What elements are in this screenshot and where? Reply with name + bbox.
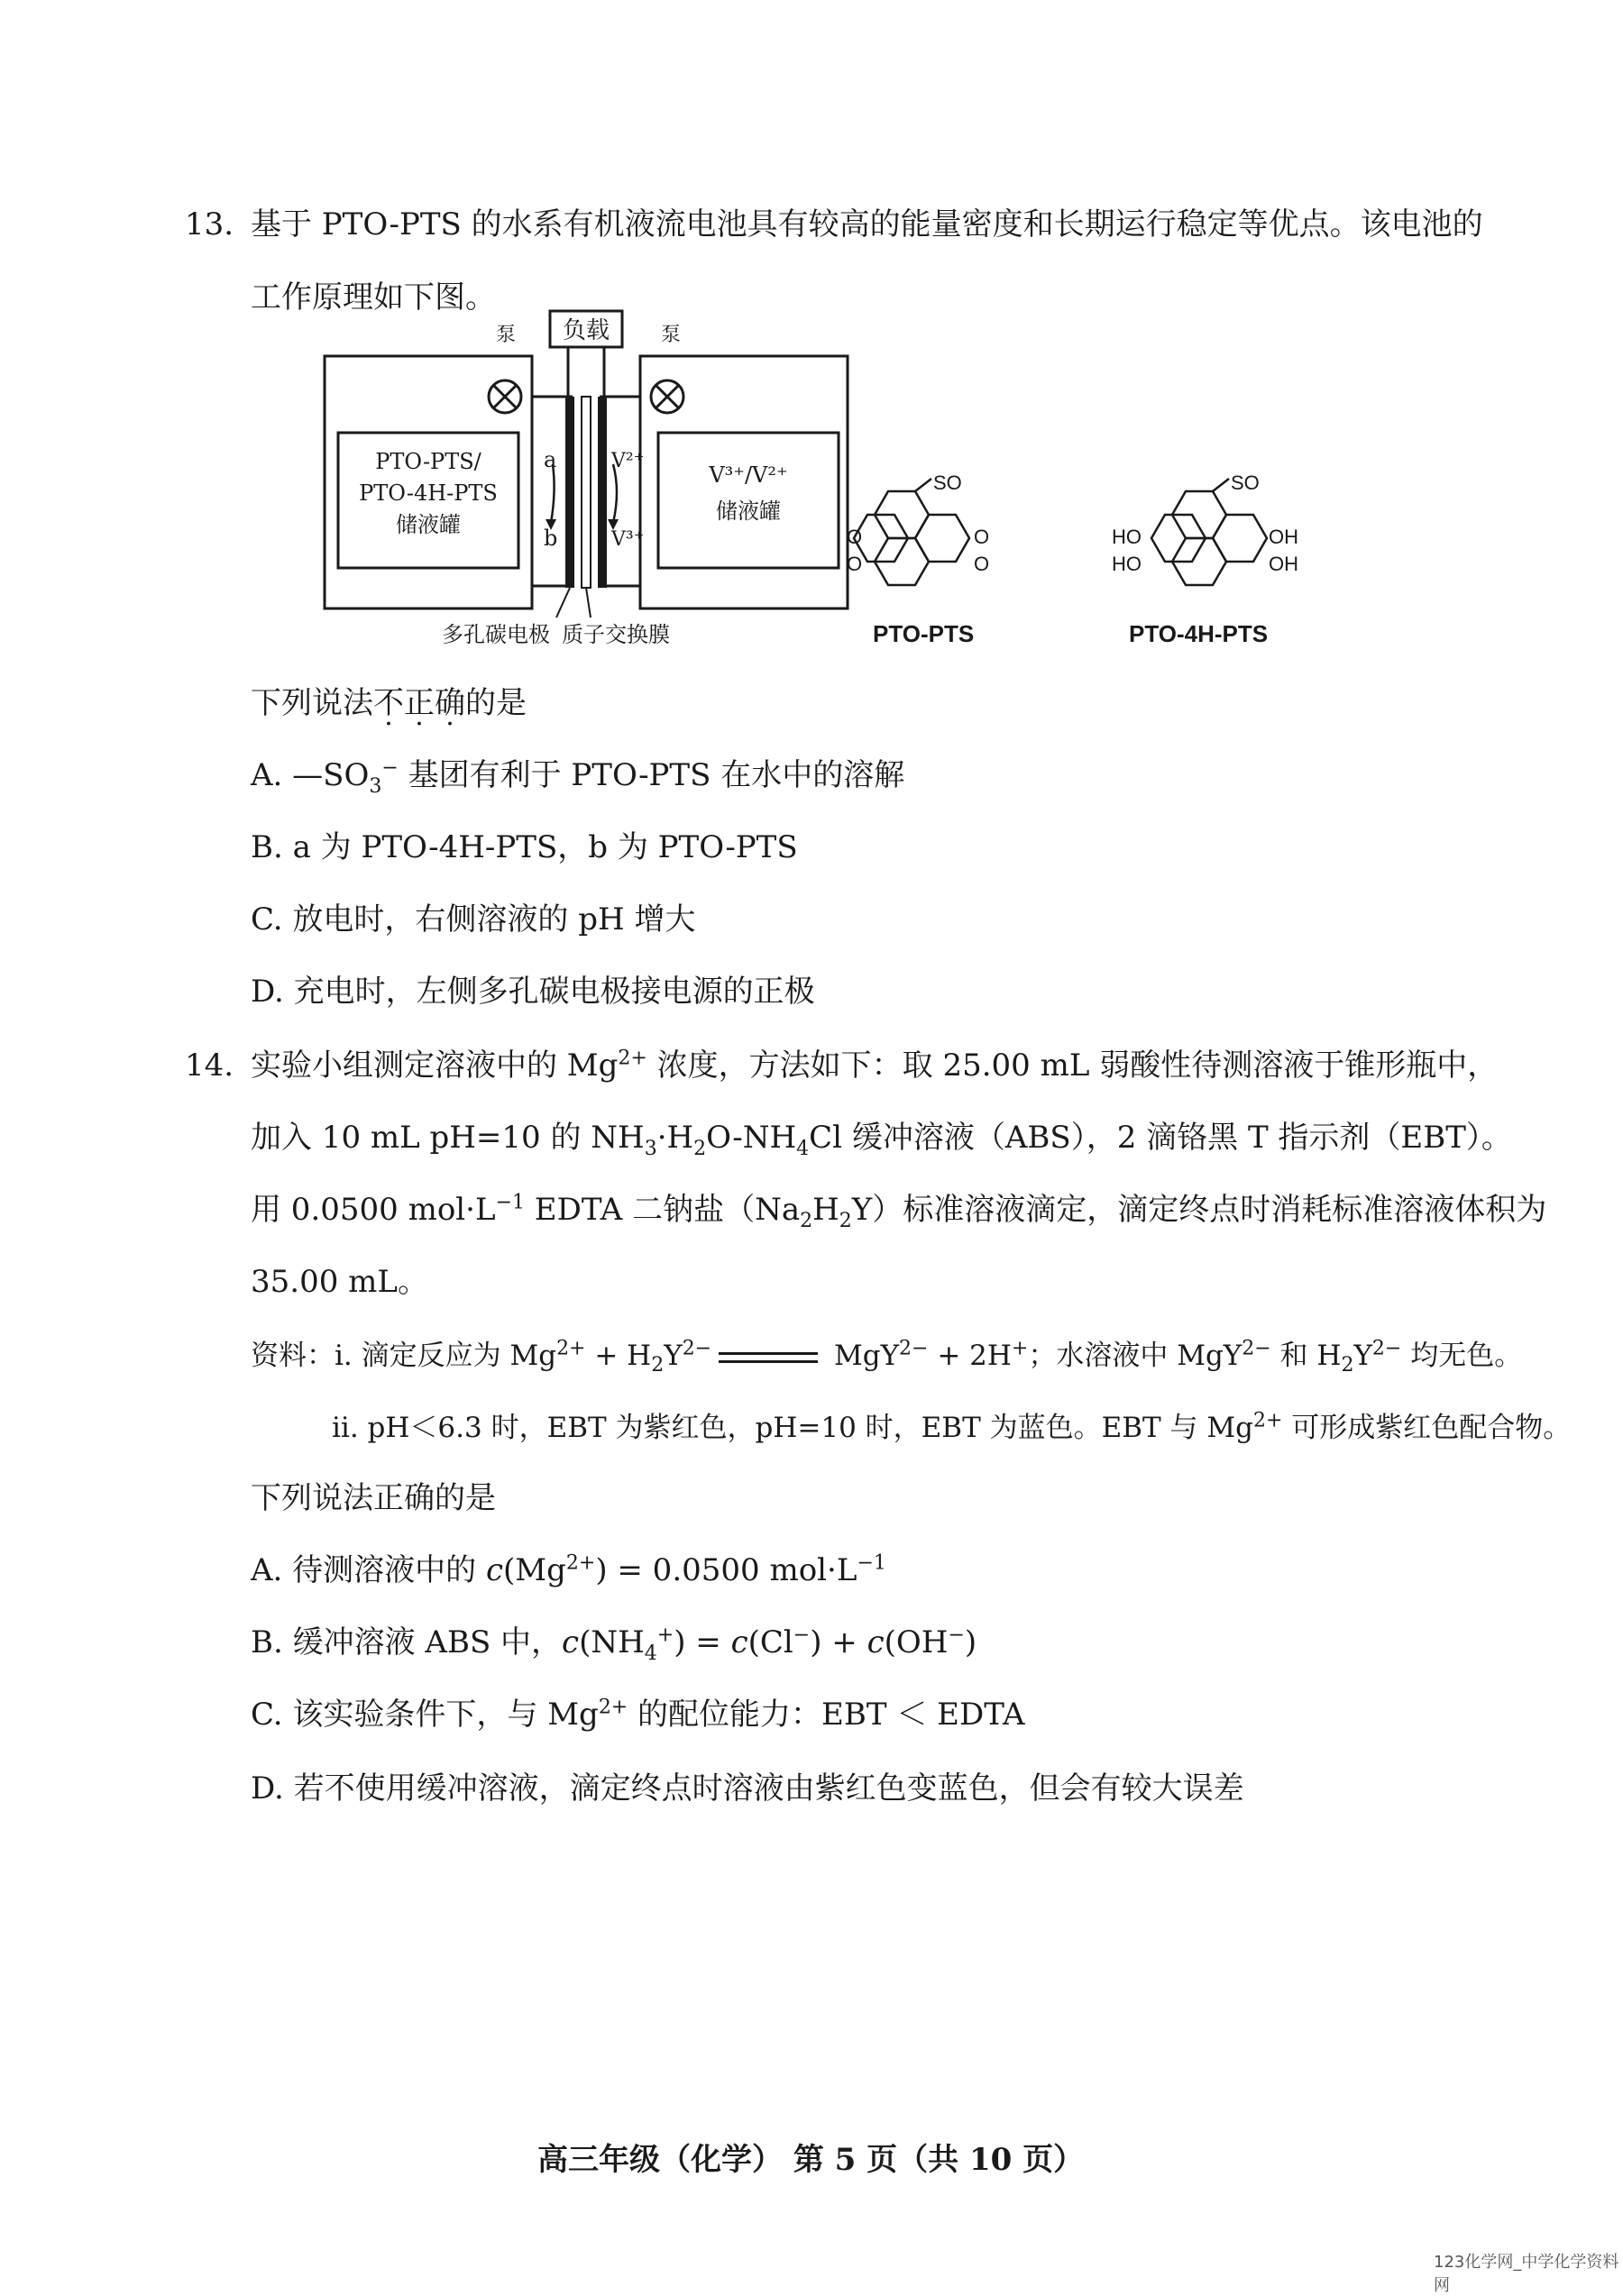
q13-option-c[interactable]: C. 放电时，右侧溶液的 pH 增大 [251, 901, 696, 938]
q14-info-i: 资料：i. 滴定反应为 $Mg^{2+} + H_2Y^{2-}$ MgY$^{2-}$ + 2H+；水溶液中 MgY$^{2-}$ 和 $H_2Y^{2-}$ 均无色。 [251, 1337, 1523, 1377]
so3-label-2: SO [1231, 473, 1260, 494]
label-v2: V²⁺ [611, 450, 645, 472]
so3-label-1: SO [933, 473, 962, 494]
left-porous-electrode [565, 397, 574, 588]
pto-pts-structure [834, 473, 1005, 617]
q14-number: 14. [185, 1047, 234, 1084]
arrow-v2-to-v3 [613, 464, 617, 523]
right-tank-line1: V³⁺/V²⁺ [709, 462, 788, 488]
left-tank-line2: PTO-4H-PTS [359, 480, 498, 506]
caption-electrode: 多孔碳电极 [442, 622, 550, 647]
q13-stem-line1: 基于 PTO-PTS 的水系有机液流电池具有较高的能量密度和长期运行稳定等优点。该电池的 [251, 206, 1483, 242]
page-footer: 高三年级（化学） 第 5 页（共 10 页） [537, 2142, 1085, 2178]
q14-prompt: 下列说法正确的是 [251, 1480, 496, 1516]
q14-info-ii: ii. pH＜6.3 时，EBT 为紫红色，pH=10 时，EBT 为蓝色。EBT 与 $Mg^{2+}$ 可形成紫红色配合物。 [332, 1409, 1572, 1444]
left-pump-label: 泵 [496, 324, 517, 346]
q14-stem-line1: 实验小组测定溶液中的 $Mg^{2+}$ 浓度，方法如下：取 25.00 mL 弱酸性待测溶液于锥形瓶中， [251, 1047, 1499, 1084]
ho-label-2: HO [1112, 553, 1142, 575]
q13-number: 13. [185, 206, 234, 242]
right-tank-line2: 储液罐 [716, 499, 781, 524]
q13-prompt: 下列说法不正确的是 [251, 685, 527, 721]
proton-exchange-membrane [582, 397, 591, 588]
q13-stem-line2: 工作原理如下图。 [251, 279, 496, 316]
q14-option-d[interactable]: D. 若不使用缓冲溶液，滴定终点时溶液由紫红色变蓝色，但会有较大误差 [251, 1770, 1244, 1807]
oh-label-2: OH [1269, 553, 1298, 575]
q14-option-a[interactable]: A. 待测溶液中的 $c(Mg^{2+}) = 0.0500$ $mol\cdot L^{-1}$ [251, 1551, 886, 1588]
left-tank-line1: PTO-PTS/ [375, 449, 481, 474]
o-label-4: O [974, 553, 990, 575]
q14-stem-line3: 用 0.0500 $mol\cdot L^{-1}$ EDTA 二钠盐$(Na_2H_2Y)$标准溶液滴定，滴定终点时消耗标准溶液体积为 [251, 1191, 1547, 1232]
o-label-2: O [847, 553, 863, 575]
label-a: a [544, 447, 557, 472]
q13-option-d[interactable]: D. 充电时，左侧多孔碳电极接电源的正极 [251, 974, 815, 1010]
right-porous-electrode [598, 397, 607, 588]
q14-stem-line2: 加入 10 mL pH=10 的 $NH_3\cdot H_2O-NH_4Cl$ 缓冲溶液（ABS），2 滴铬黑 T 指示剂（EBT）。 [251, 1120, 1512, 1160]
o-label-3: O [974, 526, 990, 548]
right-pump-label: 泵 [661, 324, 682, 346]
label-b: b [544, 526, 558, 551]
pto-4h-pts-structure [1105, 473, 1303, 617]
equilibrium-sign [719, 1352, 818, 1363]
pto-4h-pts-name: PTO-4H-PTS [1129, 620, 1269, 647]
q14-option-c[interactable]: C. 该实验条件下，与 $Mg^{2+}$ 的配位能力：EBT ＜ EDTA [251, 1696, 1025, 1733]
q13-option-b[interactable]: B. a 为 PTO-4H-PTS，b 为 PTO-PTS [251, 829, 798, 865]
q14-option-b[interactable]: B. 缓冲溶液 ABS 中，$c(NH_4^+) = c(Cl^-) + c(OH^-)$ [251, 1624, 977, 1665]
arrow-a-to-b [551, 464, 555, 523]
left-tank-line3: 储液罐 [396, 512, 461, 537]
load-label: 负载 [562, 317, 610, 344]
q13-option-a[interactable]: A. $—SO_3^-$ 基团有利于 PTO-PTS 在水中的溶解 [251, 756, 905, 798]
pto-pts-name: PTO-PTS [873, 620, 975, 647]
q14-stem-line4: 35.00 mL。 [251, 1264, 428, 1300]
ho-label-1: HO [1112, 526, 1142, 548]
watermark-text: 123化学网_中学化学资料网 [1434, 2253, 1619, 2295]
oh-label-1: OH [1269, 526, 1298, 548]
label-v3: V³⁺ [611, 528, 645, 551]
o-label-1: O [847, 526, 863, 548]
caption-membrane: 质子交换膜 [562, 622, 670, 647]
